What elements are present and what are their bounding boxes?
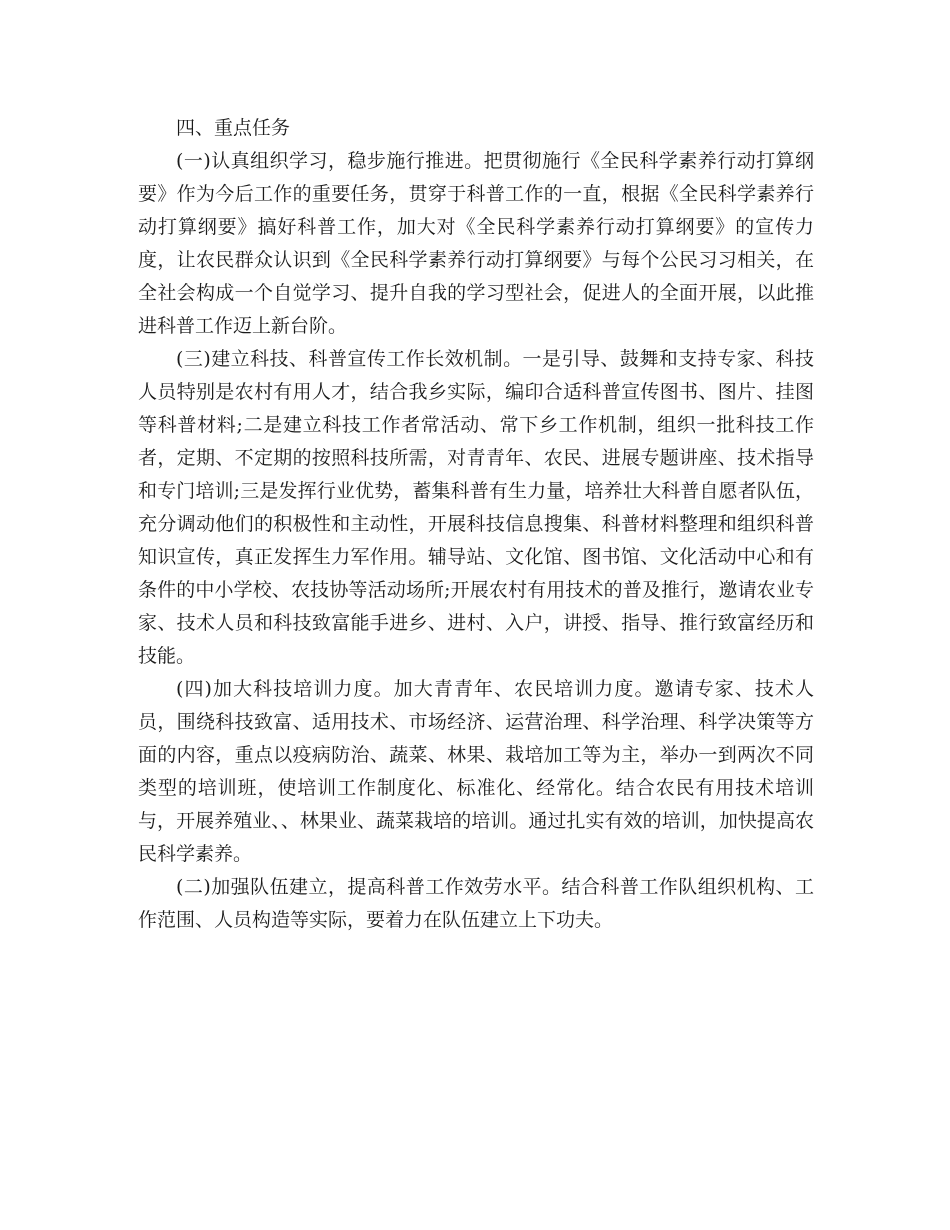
paragraph-study: (一)认真组织学习，稳步施行推进。把贯彻施行《全民科学素养行动打算纲要》作为今后工作的重要任务，贯穿于科普工作的一直，根据《全民科学素养行动打算纲要》搞好科普工作，加大对《全民科学素养行动打算纲要》的宣传力度，让农民群众认识到《全民科学素养行动打算纲要》与每个公民习习相关，在全社会构成一个自觉学习、提升自我的学习型社会，促进人的全面开展，以此推进科普工作迈上新台阶。	[138, 150, 814, 337]
document-body	[138, 112, 814, 937]
section-heading: 四、重点任务	[176, 117, 291, 139]
paragraph-team: (二)加强队伍建立，提高科普工作效劳水平。结合科普工作队组织机构、工作范围、人员构造等实际，要着力在队伍建立上下功夫。	[138, 876, 814, 931]
paragraph-mechanism: (三)建立科技、科普宣传工作长效机制。一是引导、鼓舞和支持专家、科技人员特别是农村有用人才，结合我乡实际，编印合适科普宣传图书、图片、挂图等科普材料;二是建立科技工作者常活动、常下乡工作机制，组织一批科技工作者，定期、不定期的按照科技所需，对青青年、农民、进展专题讲座、技术指导和专门培训;三是发挥行业优势，蓄集科普有生力量，培养壮大科普自愿者队伍，充分调动他们的积极性和主动性，开展科技信息搜集、科普材料整理和组织科普知识宣传，真正发挥生力军作用。辅导站、文化馆、图书馆、文化活动中心和有条件的中小学校、农技协等活动场所;开展农村有用技术的普及推行，邀请农业专家、技术人员和科技致富能手进乡、进村、入户，讲授、指导、推行致富经历和技能。	[138, 348, 814, 667]
paragraph-training: (四)加大科技培训力度。加大青青年、农民培训力度。邀请专家、技术人员，围绕科技致富、适用技术、市场经济、运营治理、科学治理、科学决策等方面的内容，重点以疫病防治、蔬菜、林果、栽培加工等为主，举办一到两次不同类型的培训班，使培训工作制度化、标准化、经常化。结合农民有用技术培训与，开展养殖业、、林果业、蔬菜栽培的培训。通过扎实有效的培训，加快提高农民科学素养。	[138, 678, 814, 865]
